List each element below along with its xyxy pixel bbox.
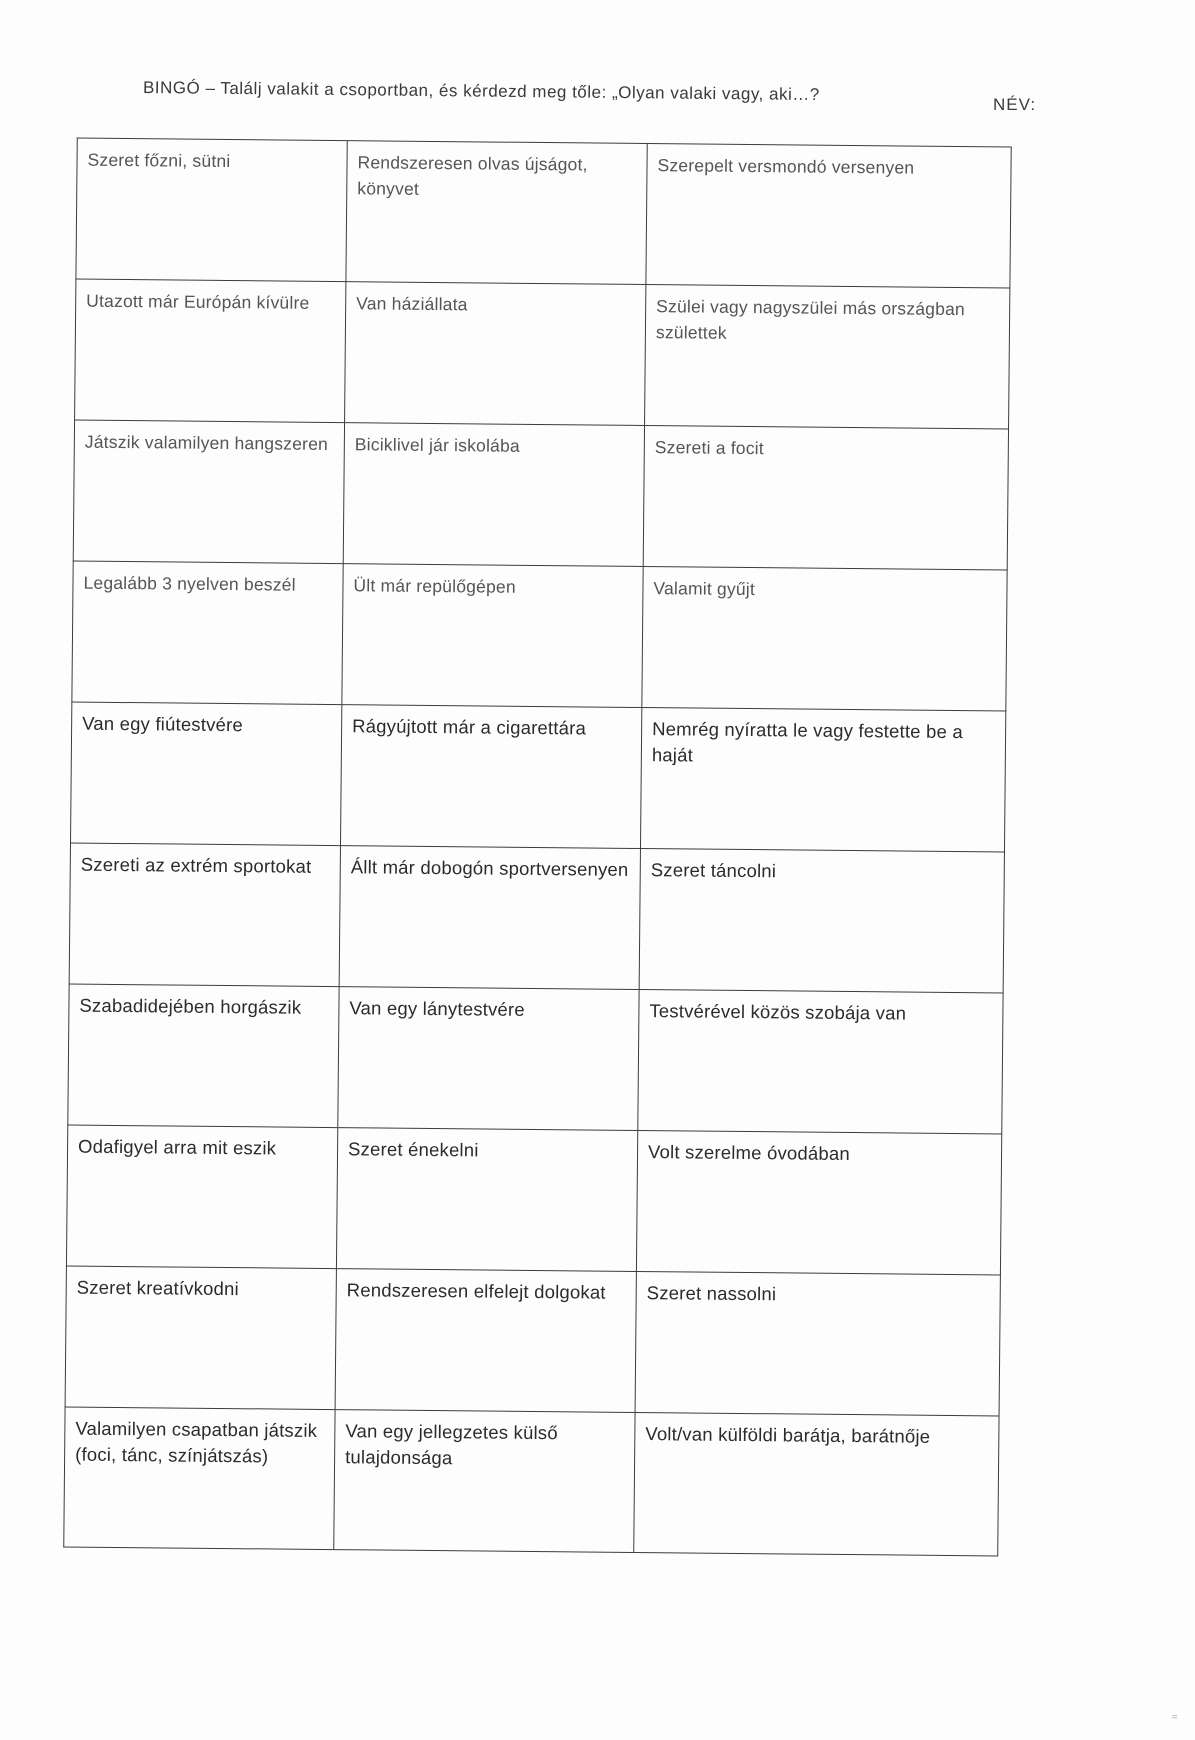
grid-row xyxy=(70,702,1006,852)
bingo-cell: Szeret énekelni xyxy=(336,1127,637,1271)
bingo-cell: Van háziállata xyxy=(344,281,645,425)
bingo-cell: Rágyújtott már a cigarettára xyxy=(340,704,641,848)
bingo-grid xyxy=(63,138,1011,1555)
bingo-cell: Szeret táncolni xyxy=(639,848,1005,992)
grid-row xyxy=(69,843,1005,993)
bingo-cell: Szereti a focit xyxy=(643,425,1009,569)
grid-row xyxy=(63,1406,999,1556)
bingo-cell: Rendszeresen olvas újságot, könyvet xyxy=(345,140,646,284)
bingo-cell: Ült már repülőgépen xyxy=(341,563,642,707)
name-label: NÉV: xyxy=(993,95,1037,114)
bingo-cell: Szeret főzni, sütni xyxy=(75,138,346,282)
worksheet-title: BINGÓ – Találj valakit a csoportban, és kérdezd meg tőle: „Olyan valaki vagy, aki…? xyxy=(142,78,820,105)
grid-row xyxy=(75,138,1011,288)
bingo-cell: Játszik valamilyen hangszeren xyxy=(73,420,344,564)
grid-row xyxy=(71,561,1007,711)
bingo-cell: Van egy jellegzetes külső tulajdonsága xyxy=(333,1409,634,1553)
bingo-cell: Odafigyel arra mit eszik xyxy=(66,1124,337,1268)
bingo-cell: Van egy fiútestvére xyxy=(70,702,341,846)
grid-row xyxy=(66,1124,1002,1274)
grid-row xyxy=(74,279,1010,429)
bingo-cell: Szeret nassolni xyxy=(635,1271,1001,1415)
scan-artifact: ≈ xyxy=(1172,1712,1178,1723)
bingo-cell: Testvérével közös szobája van xyxy=(637,989,1003,1133)
grid-row xyxy=(67,984,1003,1134)
bingo-cell: Állt már dobogón sportversenyen xyxy=(339,845,640,989)
bingo-cell: Volt/van külföldi barátja, barátnője xyxy=(633,1412,999,1556)
bingo-cell: Volt szerelme óvodában xyxy=(636,1130,1002,1274)
bingo-cell: Van egy lánytestvére xyxy=(337,986,638,1130)
bingo-cell: Nemrég nyíratta le vagy festette be a haját xyxy=(640,707,1006,851)
bingo-cell: Szülei vagy nagyszülei más országban születtek xyxy=(644,284,1010,428)
grid-row xyxy=(65,1265,1001,1415)
bingo-cell: Rendszeresen elfelejt dolgokat xyxy=(335,1268,636,1412)
worksheet-header xyxy=(0,0,1195,130)
bingo-cell: Szeret kreatívkodni xyxy=(65,1265,336,1409)
bingo-cell: Biciklivel jár iskolába xyxy=(343,422,644,566)
bingo-cell: Valamit gyűjt xyxy=(641,566,1007,710)
bingo-cell: Szerepelt versmondó versenyen xyxy=(645,143,1011,287)
bingo-cell: Szereti az extrém sportokat xyxy=(69,843,340,987)
grid-row xyxy=(73,420,1009,570)
bingo-cell: Utazott már Európán kívülre xyxy=(74,279,345,423)
bingo-cell: Legalább 3 nyelven beszél xyxy=(71,561,342,705)
bingo-cell: Valamilyen csapatban játszik (foci, tánc, színjátszás) xyxy=(63,1406,334,1550)
bingo-cell: Szabadidejében horgászik xyxy=(67,984,338,1128)
